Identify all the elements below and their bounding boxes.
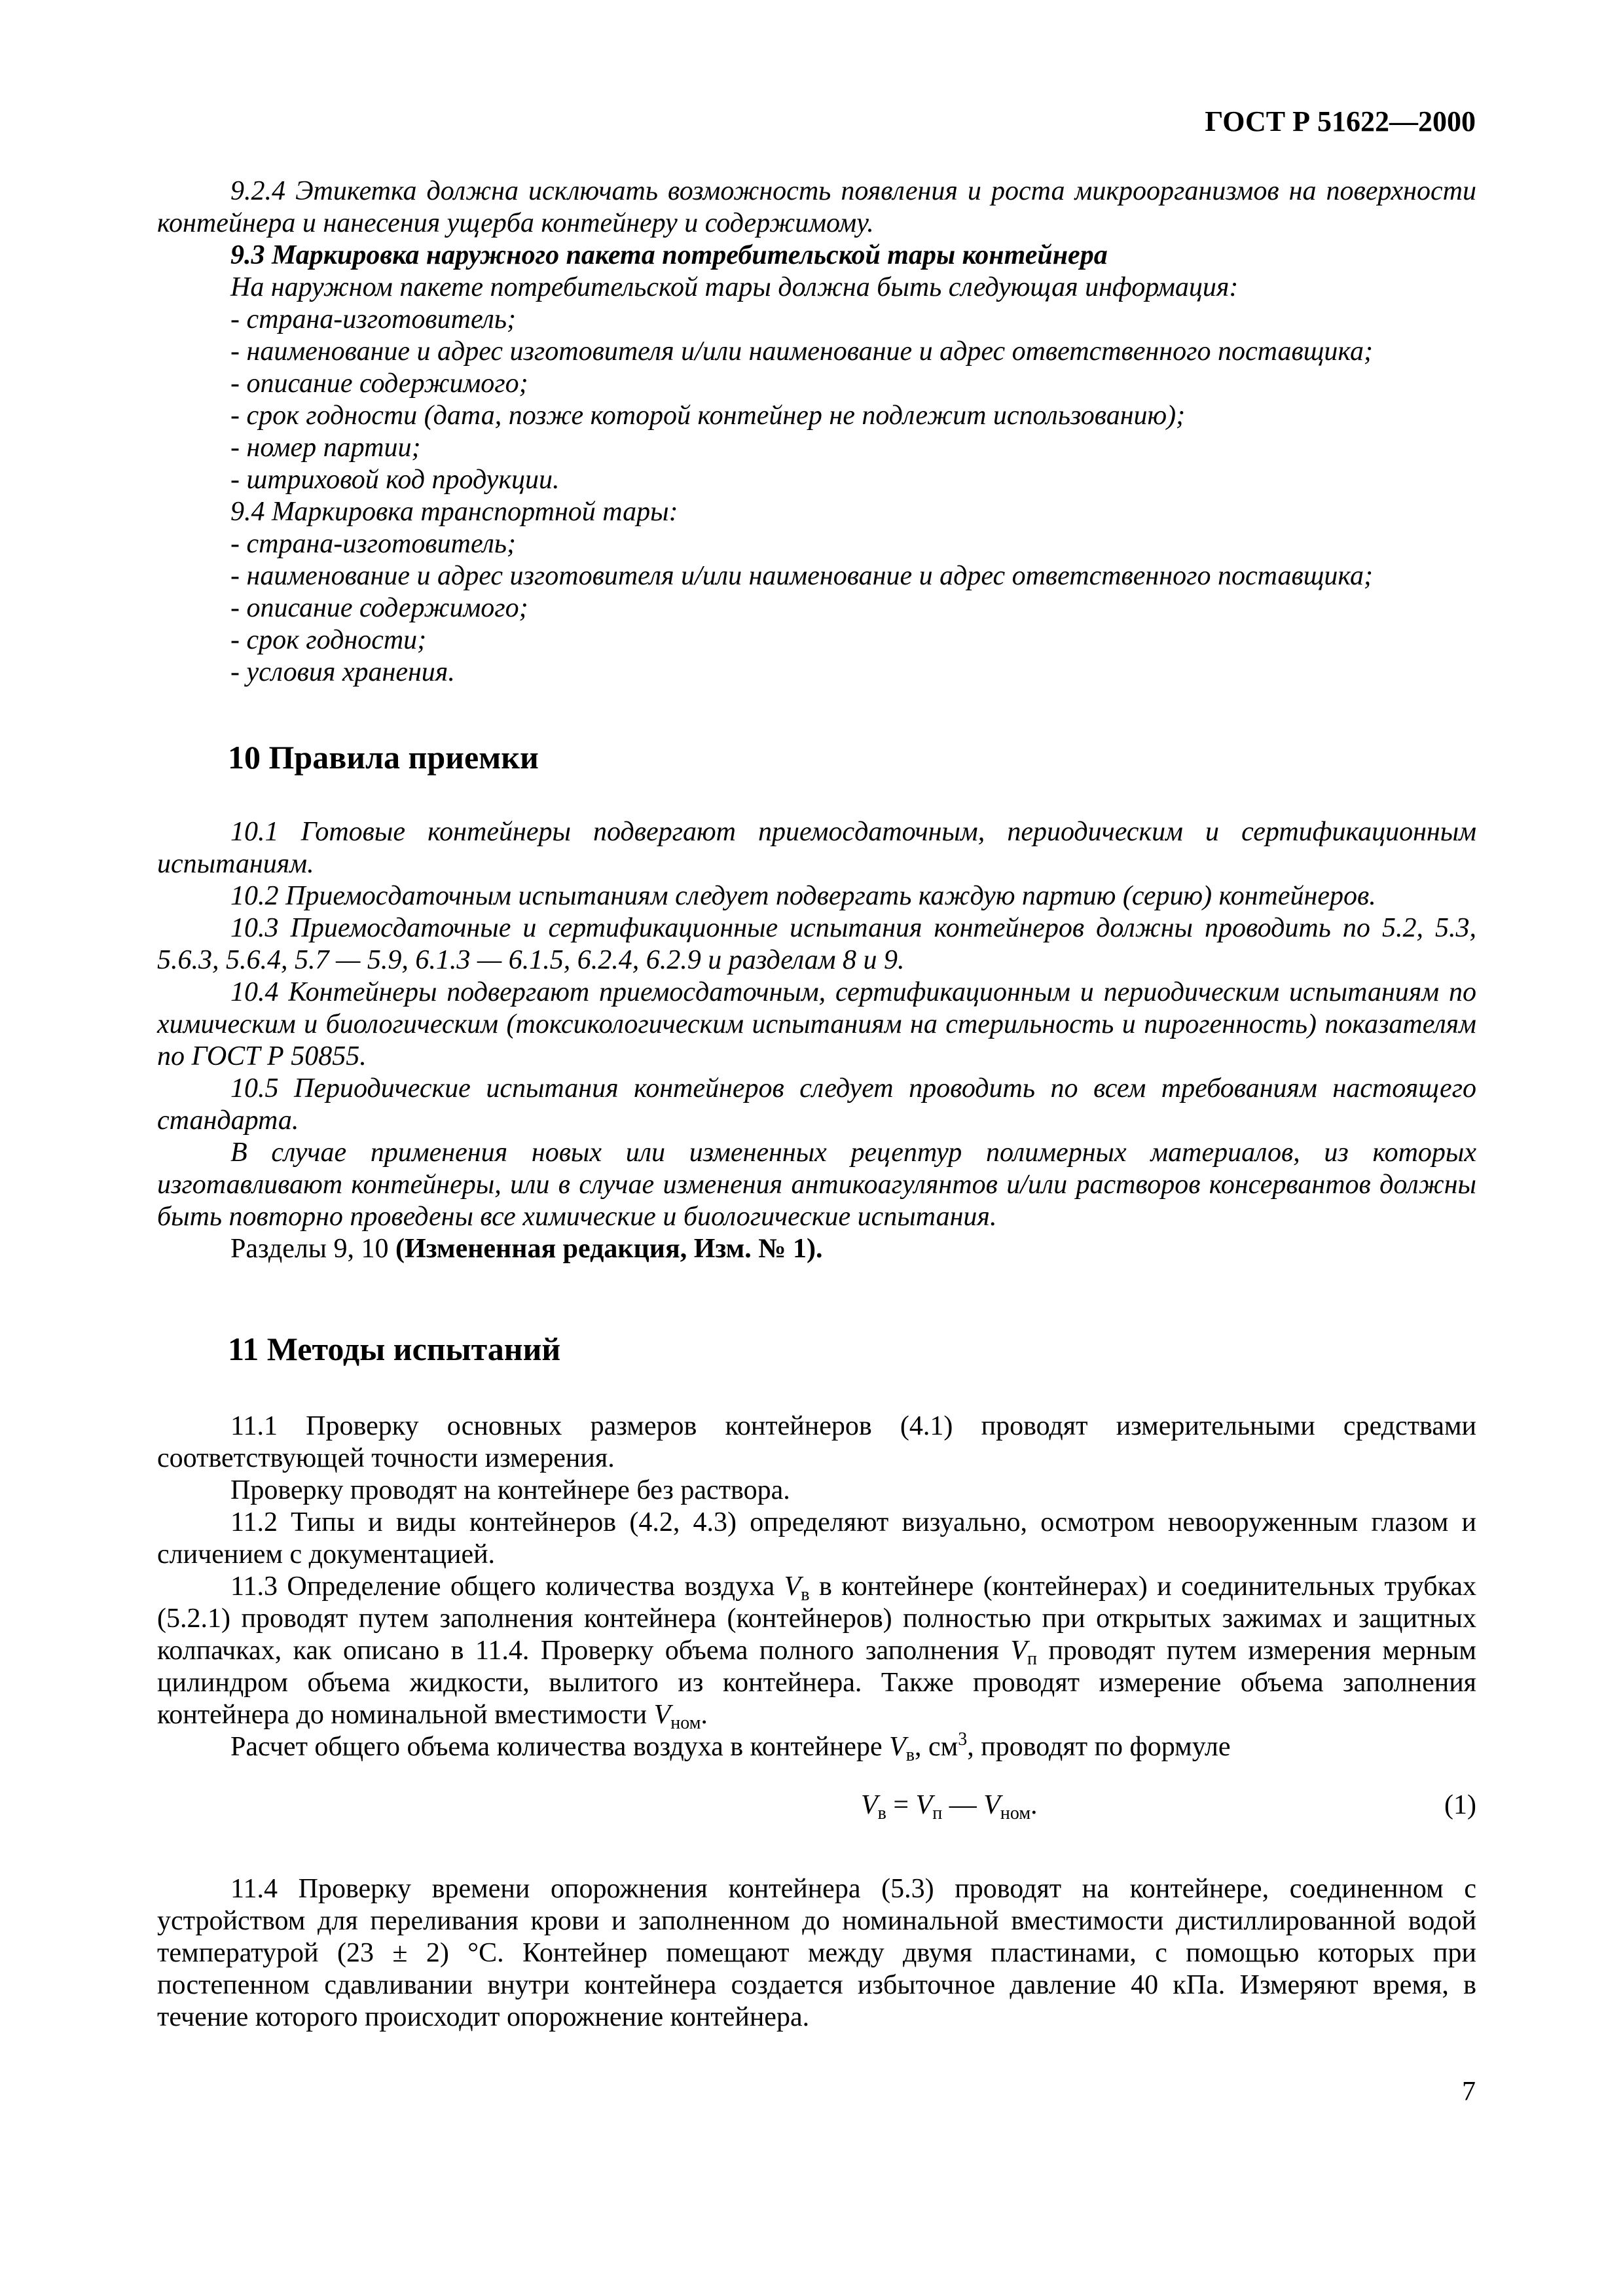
page-number: 7 — [1462, 2077, 1476, 2107]
section-11-block — [157, 1410, 1476, 1763]
paragraph-11-2: 11.2 Типы и виды контейнеров (4.2, 4.3) определяют визуально, осмотром невооруженным глазом и сличением с документацией. — [157, 1507, 1476, 1570]
amendment-note-prefix: Разделы 9, 10 — [230, 1234, 396, 1264]
paragraph-11-3: 11.3 Определение общего количества воздуха $V_в$ в контейнере (контейнерах) и соединительных трубках (5.2.1) проводят путем заполнения контейнера (контейнеров) полностью при открытых зажимах и защитных колпачках, как описано в 11.4. Проверку объема полного заполнения $V_п$ проводят путем измерения мерным цилиндром объема жидкости, вылитого из контейнера. Также проводят измерение объема заполнения контейнера до номинальной вместимости $V_{ном}$. — [157, 1571, 1476, 1733]
paragraph-10-1: 10.1 Готовые контейнеры подвергают приемосдаточным, периодическим и сертификационным испытаниям. — [157, 817, 1476, 879]
calculation-intro: Расчет общего объема количества воздуха в контейнере $V_в$, $см^3$, проводят по формуле — [230, 1729, 1231, 1765]
intro-9-3: На наружном пакете потребительской тары должна быть следующая информация: — [230, 272, 1239, 302]
heading-9-3: 9.3 Маркировка наружного пакета потребительской тары контейнера — [230, 240, 1108, 270]
paragraph-11-4: 11.4 Проверку времени опорожнения контейнера (5.3) проводят на контейнере, соединенном с устройством для переливания крови и заполненном до номинальной вместимости дистиллированной водой температурой (23 ± 2) °С. Контейнер помещают между двумя пластинами, с помощью которых при постепенном сдавливании внутри контейнера создается избыточное давление 40 кПа. Измеряют время, в течение которого происходит опорожнение контейнера. — [157, 1874, 1476, 2032]
list-9-3 — [157, 304, 1476, 496]
list-item: - описание содержимого; — [230, 593, 528, 623]
section-11-4-block — [157, 1873, 1476, 2034]
list-item: - срок годности (дата, позже которой контейнер не подлежит использованию); — [230, 401, 1186, 431]
paragraph-10-2: 10.2 Приемосдаточным испытаниям следует подвергать каждую партию (серию) контейнеров. — [230, 881, 1376, 911]
paragraph-9-2-4: 9.2.4 Этикетка должна исключать возможность появления и роста микроорганизмов на поверхности контейнера и нанесения ущерба контейнеру и содержимому. — [157, 176, 1476, 238]
list-9-4 — [157, 528, 1476, 689]
formula-expression: $V_в = V_п$ — $V_{ном}$. — [861, 1790, 1038, 1823]
paragraph-11-1: 11.1 Проверку основных размеров контейнеров (4.1) проводят измерительными средствами соответствующей точности измерения. — [157, 1411, 1476, 1473]
section-9-block — [157, 175, 1476, 689]
section-10-title: 10 Правила приемки — [228, 739, 539, 776]
list-item: - штриховой код продукции. — [230, 465, 560, 495]
list-item: - описание содержимого; — [230, 368, 528, 399]
formula-number: (1) — [1444, 1790, 1476, 1820]
list-item: - условия хранения. — [230, 657, 455, 687]
paragraph-10-5: 10.5 Периодические испытания контейнеров следует проводить по всем требованиям настоящего стандарта. — [157, 1073, 1476, 1136]
amendment-note — [157, 1233, 1476, 1265]
list-item: - наименование и адрес изготовителя и/или наименование и адрес ответственного поставщика; — [230, 561, 1373, 591]
paragraph-10-4: 10.4 Контейнеры подвергают приемосдаточным, сертификационным и периодическим испытаниям по химическим и биологическим (токсикологическим испытаниям на стерильность и пирогенность) показателям по ГОСТ Р 50855. — [157, 977, 1476, 1071]
list-item: - номер партии; — [230, 433, 421, 463]
section-10-block — [157, 816, 1476, 1265]
standard-header: ГОСТ Р 51622—2000 — [1205, 105, 1476, 137]
section-11-title: 11 Методы испытаний — [228, 1331, 561, 1367]
list-item: - страна-изготовитель; — [230, 304, 516, 334]
amendment-note-bold: (Измененная редакция, Изм. № 1). — [395, 1234, 823, 1264]
formula-1 — [157, 1789, 1476, 1829]
list-item: - наименование и адрес изготовителя и/или наименование и адрес ответственного поставщика; — [230, 336, 1373, 367]
heading-9-4: 9.4 Маркировка транспортной тары: — [230, 497, 678, 527]
list-item: - страна-изготовитель; — [230, 529, 516, 559]
paragraph-10-3: 10.3 Приемосдаточные и сертификационные испытания контейнеров должны проводить по 5.2, 5.3, 5.6.3, 5.6.4, 5.7 — 5.9, 6.1.3 — 6.1.5, 6.2.4, 6.2.9 и разделам 8 и 9. — [157, 913, 1476, 975]
paragraph-10-5-b: В случае применения новых или измененных рецептур полимерных материалов, из которых изготавливают контейнеры, или в случае изменения антикоагулянтов и/или растворов консервантов должны быть повторно проведены все химические и биологические испытания. — [157, 1138, 1476, 1232]
paragraph-11-1-b: Проверку проводят на контейнере без раствора. — [230, 1475, 790, 1505]
list-item: - срок годности; — [230, 625, 427, 655]
